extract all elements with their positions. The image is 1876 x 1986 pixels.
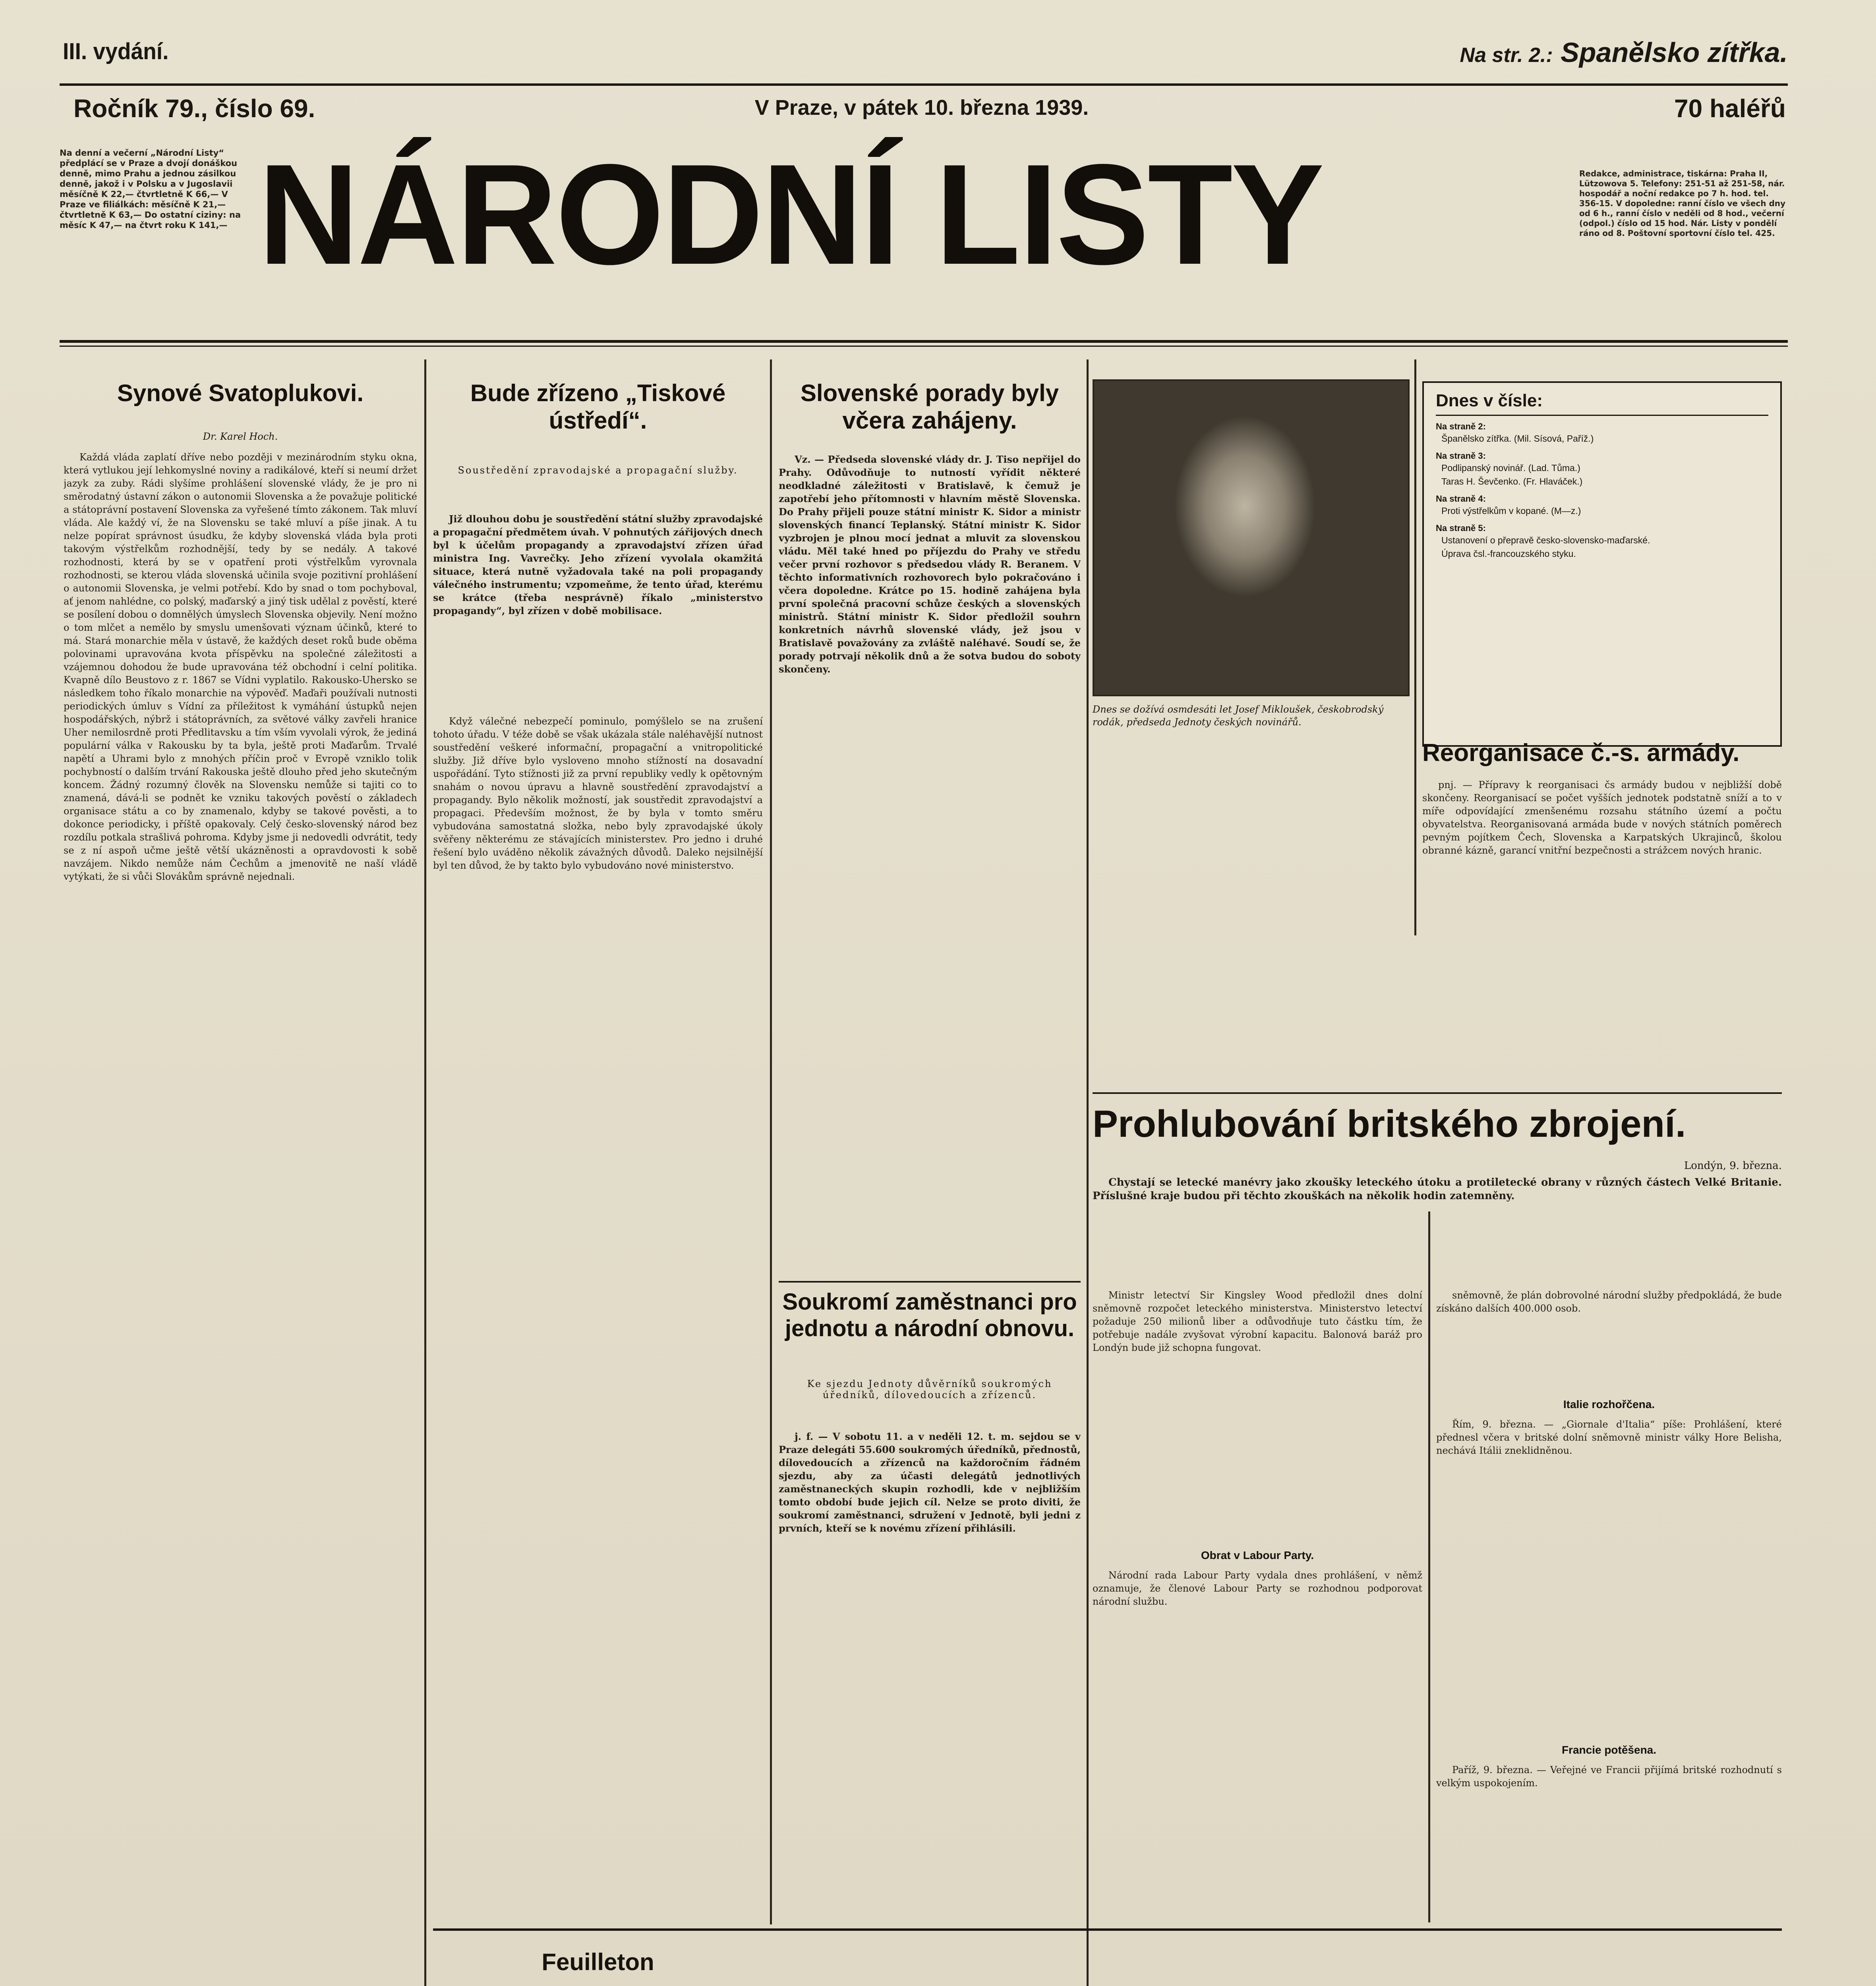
section-rule [1093, 1092, 1782, 1094]
article-body [1422, 779, 1782, 1088]
article-body [1093, 1569, 1422, 1918]
photo-caption: Dnes se dožívá osmdesáti let Josef Mikloušek, českobrodský rodák, předseda Jednoty českých novinářů. [1093, 704, 1384, 728]
feuilleton-header: Feuilleton [542, 1949, 654, 1975]
article-body [433, 715, 763, 1859]
article-body [1436, 1289, 1782, 1388]
article-title: Synové Svatoplukovi. [117, 380, 364, 406]
masthead-rule-thin [60, 346, 1788, 347]
contents-box [1422, 381, 1782, 747]
article-dateline: Londýn, 9. března. [1684, 1160, 1782, 1172]
column-divider [1428, 1211, 1430, 1922]
contents-item[interactable]: Ustanovení o přepravě česko-slovensko-maďarské. [1441, 535, 1650, 545]
article-lead [1093, 1176, 1782, 1283]
article-title: Slovenské porady byly včera zahájeny. [800, 380, 1059, 434]
article-title: Prohlubování britského zbrojení. [1093, 1103, 1686, 1145]
column-divider [770, 359, 772, 1924]
article-paragraph: Ministr letectví Sir Kingsley Wood předložil dnes dolní sněmovně rozpočet leteckého ministerstva. Ministerstvo letectví požaduje 250 milionů liber a odůvodňuje tuto částku tím, že potřebuje nadále zvyšovat výrobní kapacitu. Balonová baráž pro Londýn bude již schopna fungovat. [1093, 1290, 1422, 1353]
contents-group-label: Na straně 4: [1436, 494, 1486, 504]
contents-header: Dnes v čísle: [1436, 391, 1768, 416]
page-teaser [1263, 37, 1788, 68]
teaser-prefix: Na str. 2.: [1460, 44, 1553, 67]
newspaper-title: NÁRODNÍ LISTY [258, 135, 1323, 294]
article-paragraph: pnj. — Přípravy k reorganisaci čs armády budou v nejbližší době skončeny. Reorganisací se počet vyšších jednotek podstatně sníží a to v míře odpovídající zmenšenému rozsahu státního území a počtu obyvatelstva. Reorganisovaná armáda bude v nových státních poměrech pevným pojítkem Čech, Slovenska a Karpatských Ukrajinců, školou obranné kázně, garancí vnitřní bezpečnosti a strážcem nových hranic. [1422, 779, 1782, 856]
section-subheading: Obrat v Labour Party. [1201, 1549, 1314, 1561]
portrait-photo [1093, 379, 1410, 696]
article-subtitle: Ke sjezdu Jednoty důvěrníků soukromých úředníků, dílovedoucích a zřízenců. [807, 1378, 1052, 1401]
feuilleton-rule [433, 1928, 1782, 1931]
dateline: V Praze, v pátek 10. března 1939. [754, 96, 1089, 120]
article-body [64, 451, 417, 1986]
article-paragraph: Vz. — Předseda slovenské vlády dr. J. Tiso nepřijel do Prahy. Odůvodňuje to nutností vyřídit některé neodkladné záležitosti v Bratislavě, k čemuž je zapotřebí jeho přítomnosti v hlavním městě Slovenska. Do Prahy přijeli pouze státní ministr K. Sidor a ministr slovenských financí Teplanský. Státní ministr K. Sidor vyzbrojen je plnou mocí jednat a mluvit za slovenskou vládu. Měl také hned po příjezdu do Prahy ve středu večer první rozhovor s předsedou vlády R. Beranem. V těchto informativních rozhovorech bylo pokračováno i včera dopoledne. Krátce po 15. hodině zahájena byla první společná pracovní schůze českých a slovenských ministrů. Státní ministr K. Sidor předložil souhrn konkretních návrhů slovenské vlády, jež jsou v Bratislavě považovány za zvláště naléhavé. Soudí se, že porady potrvají několik dnů a že sotva budou do soboty skončeny. [779, 454, 1081, 675]
article-paragraph: Každá vláda zaplatí dříve nebo později v mezinárodním styku okna, která vytlukou její lehkomyslné noviny a radikálové, kteří si neumí držet jazyk za zuby. Rádi slyšíme prohlášení slovenské vlády, že je pro ni směrodatný ústavní zákon o autonomii Slovenska a že považuje politické a státoprávní postavení Slovenska za vyřešené tímto zákonem. Tak mluví vláda. Ale každý ví, že na Slovensku se také mluví a píše jinak. A tu nelze popírat správnost úsudku, že kdyby slovenská vláda byla proti takovým výstřelkům rozhodnější, tedy by se nedály. A takové rozhodnosti, která by se v opatření proti výstřelkům vyrovnala rozhodnosti, se kterou vláda slovenská učinila svoje pozitivní prohlášení o autonomii Slovenska, je velmi potřebí. Kdo by snad o tom pochyboval, ať jenom nahlédne, co polský, maďarský a jiný tisk udělal z pověstí, které se posílení dobou o domnělých úmyslech Slovenska objevily. Není možno o tom mlčet a nemělo by smyslu umenšovati význam účinků, které to má. Stará monarchie měla v ústavě, že každých deset roků bude oběma polovinami upravována kvota příspěvku na společné záležitosti a vzájemnou dohodou že bude upravována též obchodní i celní politika. Kvapně dílo Beustovo z r. 1867 se Vídni vyplatilo. Rakousko-Uhersko se následkem toho říkalo monarchie na výpověď. Maďaři používali nutnosti periodických úmluv s Vídní za příležitost k vymáhání ústupků nejen hospodářských, nýbrž i státoprávních, za světové války zavřeli hranice Uher nemilosrdně proti Předlitavsku a tím vším vyvolali výrok, že jediná populární válka v Rakousku by ta byla, ještě proti Maďarům. Trvalé napětí a Uhrami bylo z mnohých příčin proč v Evropě vzniklo tolik pochybností o dalším trvání Rakouska ještě dlouho před jeho skutečným koncem. Žádný rozumný člověk na Slovensku nemůže si tajiti co to znamená, dává-li se podnět ke vzniku takových pověstí o základech organisace státu a co by znamenalo, kdyby se takové pověsti, a to dokonce periodicky, i příště opakovaly. Celý česko-slovenský národ bez rozdílu potkala strašlivá pohroma. Kdyby jsme ji nedovedli odvrátit, tedy se z ní aspoň učme ještě větší ukázněnosti a opravdovosti k sobě navzájem. Nikdo nemůže nám Čechům a jmenovitě ne naší vládě vytýkati, že si vůči Slovákům správně nejednali. [64, 452, 417, 882]
subscription-info: Na denní a večerní „Národní Listy“ předplácí se v Praze a dvojí donáškou denně, mimo Prahu a jednou zásilkou denně, jakož i v Polsku a v Jugoslavii měsíčně K 22,— čtvrtletně K 66,— V Praze ve filiálkách: měsíčně K 21,— čtvrtletně K 63,— Do ostatní ciziny: na měsíc K 47,— na čtvrt roku K 141,— [60, 148, 241, 230]
contents-group-label: Na straně 3: [1436, 451, 1486, 461]
article-body [1093, 1289, 1422, 1543]
contents-item[interactable]: Proti výstřelkům v kopané. (M—z.) [1441, 506, 1581, 516]
article-paragraph: Národní rada Labour Party vydala dnes prohlášení, v němž oznamuje, že členové Labour Party se rozhodnou podporovat národní službu. [1093, 1570, 1422, 1607]
article-title: Reorganisace č.-s. armády. [1422, 739, 1740, 767]
section-subheading: Francie potěšena. [1561, 1744, 1657, 1756]
masthead-rule [60, 340, 1788, 343]
article-lead [433, 512, 763, 711]
article-paragraph: sněmovně, že plán dobrovolné národní služby předpokládá, že bude získáno dalších 400.000 osob. [1436, 1290, 1782, 1314]
article-paragraph: j. f. — V sobotu 11. a v neděli 12. t. m. sejdou se v Praze delegáti 55.600 soukromých úředníků, přednostů, dílovedoucích a zřízenců na každoročním řádném sjezdu, aby za účasti delegátů jednotlivých zaměstnaneckých skupin rozhodli, kde v nejbližším tomto období bude jejich cíl. Nelze se proto diviti, že soukromí zaměstnanci, sdružení v Jednotě, byli jedni z prvních, kteří se k novému zřízení přihlásili. [779, 1431, 1081, 1534]
edition-label: III. vydání. [63, 39, 169, 64]
article-body [779, 1430, 1081, 1922]
column-divider [1087, 359, 1089, 1986]
column-divider [424, 359, 426, 1986]
volume-number: Ročník 79., číslo 69. [73, 94, 315, 123]
article-paragraph: Paříž, 9. března. — Veřejné ve Francii přijímá britské rozhodnutí s velkým uspokojením. [1436, 1764, 1782, 1789]
article-title: Bude zřízeno „Tiskové ústředí“. [470, 380, 726, 434]
top-rule [60, 83, 1788, 86]
price: 70 haléřů [1674, 94, 1786, 123]
article-paragraph: Chystají se letecké manévry jako zkoušky leteckého útoku a protiletecké obrany v různých částech Velké Britanie. Příslušné kraje budou při těchto zkouškách na několik hodin zatemněny. [1093, 1177, 1782, 1202]
contents-item[interactable]: Taras H. Ševčenko. (Fr. Hlaváček.) [1441, 476, 1583, 487]
article-body [1436, 1764, 1782, 1918]
contents-group-label: Na straně 2: [1436, 421, 1486, 431]
article-body [779, 453, 1081, 1279]
article-paragraph: Již dlouhou dobu je soustředění státní služby zpravodajské a propagační předmětem úvah. V pohnutých zářijových dnech byl k účelům propagandy a zpravodajství zřízen úřad ministra Ing. Vavrečky. Jeho zřízení vyvolala okamžitá situace, která nutně vyžadovala také na poli propagandy válečného instrumentu; vzpomeňme, že tento úřad, kterému se krátce (třeba nesprávně) říkalo „ministerstvo propagandy“, byl zřízen v době mobilisace. [433, 513, 763, 616]
contents-item[interactable]: Španělsko zítřka. (Mil. Sísová, Paříž.) [1441, 433, 1594, 444]
article-subtitle: Soustředění zpravodajské a propagační služby. [458, 465, 738, 476]
section-subheading: Italie rozhořčena. [1563, 1398, 1655, 1410]
article-paragraph: Když válečné nebezpečí pominulo, pomýšlelo se na zrušení tohoto úřadu. V téže době se však ukázala stále naléhavější nutnost soustředění veškeré informační, propagační a vnitropolitické služby. Již dříve bylo vysloveno mnoho stížností na dosavadní uspořádání. Tyto stížnosti již za první republiky vedly k opětovným snahám o novou úpravu a hlavně soustředění zpravodajství a propagandy. Bylo několik možností, jak soustředit zpravodajství a propagaci. Především možnost, že by byla v tomto směru vybudována samostatná složka, nebo byly zpravodajské úkoly svěřeny některému ze stávajících ministerstev. Pro jedno i druhé řešení bylo uváděno několik závažných důvodů. Daleko nejsilnější byl ten důvod, že by takto bylo vybudováno nové ministerstvo. [433, 716, 763, 871]
article-author: Dr. Karel Hoch. [203, 431, 278, 442]
editorial-info: Redakce, administrace, tiskárna: Praha II, Lützowova 5. Telefony: 251-51 až 251-58, nár. hospodář a noční redakce po 7 h. hod. tel. 356-15. V dopoledne: ranní číslo ve všech dny od 6 h., ranní číslo v neděli od 8 hod., večerní (odpol.) číslo od 15 hod. Nár. Listy v pondělí ráno od 8. Poštovní sportovní číslo tel. 425. [1579, 169, 1786, 238]
contents-item[interactable]: Podlipanský novinář. (Lad. Tůma.) [1441, 463, 1580, 473]
teaser-title: Spanělsko zítřka. [1561, 37, 1788, 68]
contents-item[interactable]: Úprava čsl.-francouzského styku. [1441, 549, 1576, 559]
section-rule [779, 1281, 1081, 1283]
column-divider [1414, 359, 1416, 935]
article-paragraph: Řím, 9. března. — „Giornale d'Italia“ píše: Prohlášení, které přednesl včera v britské dolní sněmovně ministr války Hore Belisha, nechává Itálii zneklidněnou. [1436, 1419, 1782, 1456]
article-body [1436, 1418, 1782, 1736]
contents-group-label: Na straně 5: [1436, 523, 1486, 533]
article-title: Soukromí zaměstnanci pro jednotu a národní obnovu. [782, 1289, 1077, 1341]
